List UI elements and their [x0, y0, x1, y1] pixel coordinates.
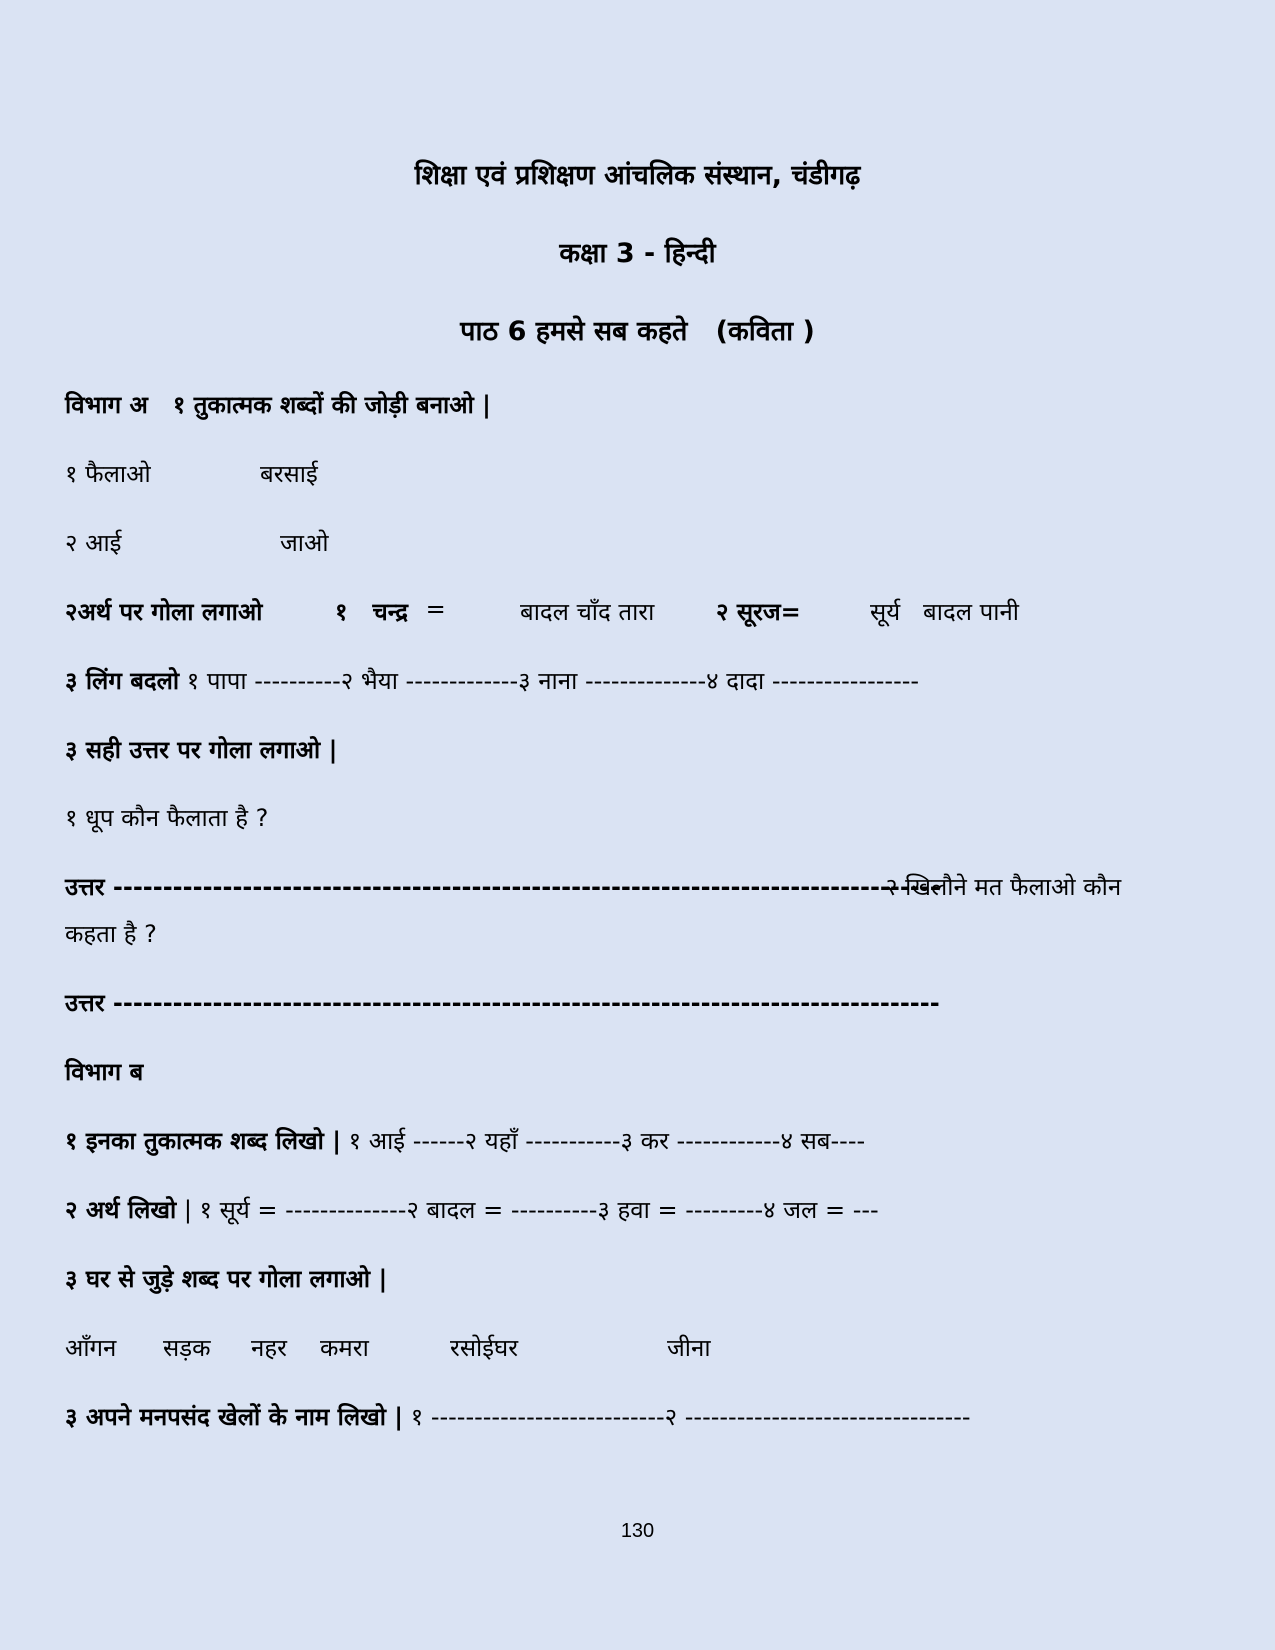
answer-blank-1: -----------------------------------------------------------------------------------: [104, 873, 940, 901]
answer-blank-2: -----------------------------------------------------------------------------------: [104, 989, 940, 1017]
pair-2-left: २ आई: [65, 529, 122, 557]
pair-1-left: १ फैलाओ: [65, 460, 151, 488]
rhyme-write-label: १ इनका तुकात्मक शब्द लिखो |: [65, 1127, 342, 1155]
lesson-title: पाठ 6 हमसे सब कहते (कविता ): [460, 316, 815, 347]
correct-answer-heading: ३ सही उत्तर पर गोला लगाओ |: [65, 736, 338, 764]
page-number: 130: [620, 1520, 655, 1542]
section-b-heading: विभाग ब: [65, 1058, 144, 1086]
favorite-games-row: [65, 1400, 971, 1433]
meaning-item-2-label: २ सूरज=: [716, 598, 801, 626]
question-2-part1: २ खिलौने मत फैलाओ कौन: [885, 873, 1122, 901]
meaning-item-2-options: सूर्य बादल पानी: [870, 598, 1019, 626]
answer-label: उत्तर: [65, 873, 105, 901]
pair-2-right: जाओ: [280, 529, 329, 557]
meaning-item-1-options: बादल चाँद तारा: [520, 598, 655, 626]
question-1: १ धूप कौन फैलाता है ?: [65, 804, 269, 832]
class-title: कक्षा 3 - हिन्दी: [559, 238, 716, 269]
question-2-part2: कहता है ?: [65, 920, 157, 948]
favorite-games-blanks: १ ---------------------------२ ---------------------------------: [403, 1403, 971, 1431]
meaning-write-row: [65, 1193, 879, 1226]
rhyme-write-blanks: १ आई ------२ यहाँ -----------३ कर ------------४ सब----: [341, 1127, 866, 1155]
home-word-6: जीना: [667, 1334, 711, 1362]
pair-1-right: बरसाई: [260, 460, 318, 488]
meaning-write-label: २ अर्थ लिखो: [65, 1196, 177, 1224]
home-word-4: कमरा: [320, 1334, 369, 1362]
gender-change-blanks: १ पापा ----------२ भैया -------------३ नाना --------------४ दादा -----------------: [179, 667, 920, 695]
home-words-heading: ३ घर से जुड़े शब्द पर गोला लगाओ |: [65, 1265, 388, 1293]
home-word-5: रसोईघर: [450, 1334, 519, 1362]
home-word-3: नहर: [251, 1334, 287, 1362]
rhyme-write-row: [65, 1124, 865, 1157]
gender-change-row: [65, 664, 919, 697]
meaning-circle-label: २अर्थ पर गोला लगाओ: [65, 598, 263, 626]
section-a-heading: विभाग अ १ तुकात्मक शब्दों की जोड़ी बनाओ |: [65, 391, 491, 419]
meaning-item-1-eq: =: [418, 595, 446, 623]
gender-change-label: ३ लिंग बदलो: [65, 667, 180, 695]
answer-row-1: [65, 870, 940, 903]
meaning-write-blanks: | १ सूर्य = --------------२ बादल = ----------३ हवा = ---------४ जल = ---: [176, 1196, 879, 1224]
answer-row-2: [65, 986, 940, 1019]
favorite-games-label: ३ अपने मनपसंद खेलों के नाम लिखो |: [65, 1403, 404, 1431]
home-word-2: सड़क: [163, 1334, 211, 1362]
answer-label: उत्तर: [65, 989, 105, 1017]
meaning-item-1-label: १ चन्द्र: [335, 598, 408, 626]
home-word-1: आँगन: [65, 1334, 117, 1362]
institute-title: शिक्षा एवं प्रशिक्षण आंचलिक संस्थान, चंडीगढ़: [414, 160, 861, 191]
